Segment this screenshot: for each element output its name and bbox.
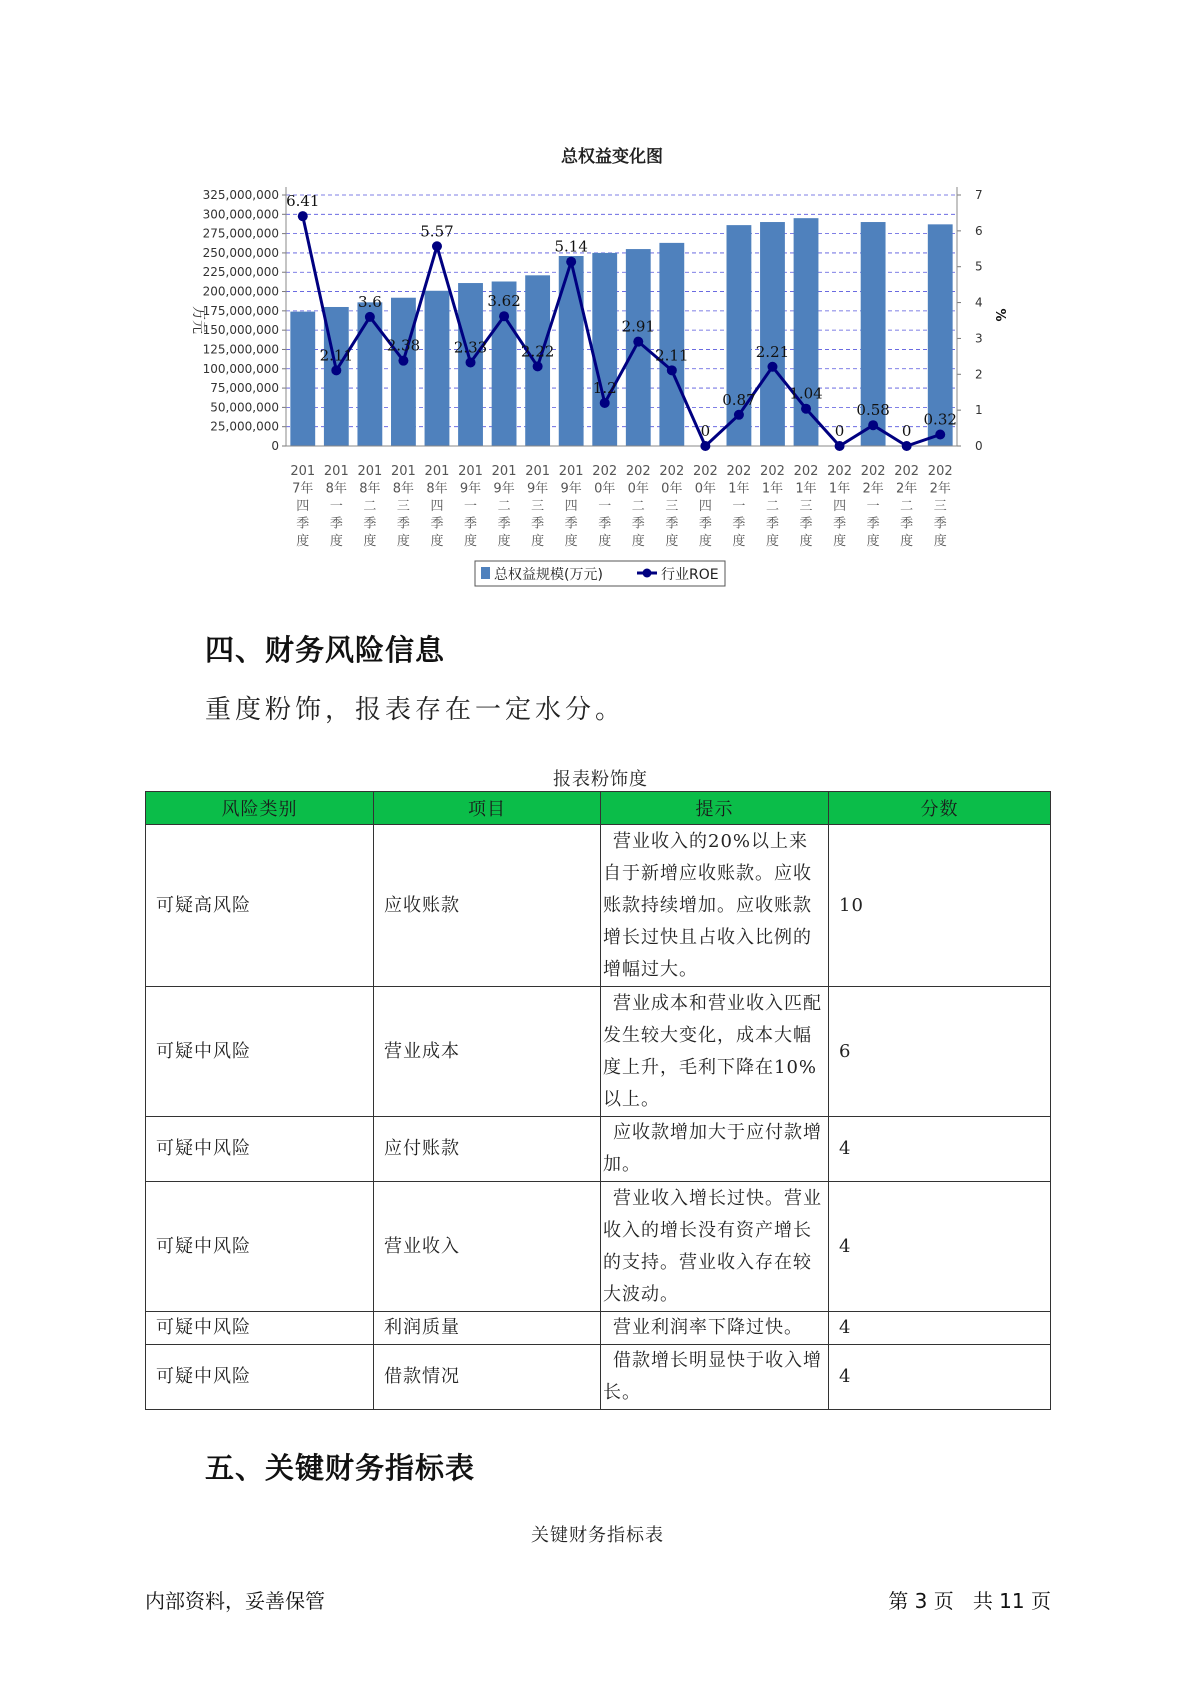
y-left-tick-label: 225,000,000 — [202, 265, 279, 280]
roe-data-label: 2.11 — [655, 346, 689, 365]
risk-item-cell: 应付账款 — [374, 1117, 601, 1182]
roe-point — [466, 357, 476, 367]
y-left-tick-label: 250,000,000 — [202, 245, 279, 260]
roe-data-label: 1.2 — [592, 378, 617, 397]
section4-paragraph: 重度粉饰，报表存在一定水分。 — [205, 695, 626, 725]
risk-score-cell: 4 — [829, 1117, 1051, 1182]
x-category-label: 202 1年四季度 — [827, 464, 852, 549]
roe-data-label: 2.11 — [319, 346, 354, 365]
y-left-tick-label: 50,000,000 — [210, 400, 279, 415]
equity-bar — [659, 243, 684, 446]
roe-data-label: 5.14 — [554, 237, 588, 256]
risk-hint-cell: 营业成本和营业收入匹配发生较大变化，成本大幅度上升，毛利下降在10%以上。 — [601, 987, 829, 1117]
equity-bar — [760, 222, 785, 446]
roe-point — [700, 441, 710, 451]
roe-point — [398, 356, 408, 366]
y-left-tick-label: 0 — [271, 439, 279, 453]
x-category-label: 201 9年四季度 — [558, 464, 584, 549]
roe-point — [801, 404, 811, 414]
roe-point — [633, 337, 643, 347]
legend-line-label: 行业ROE — [661, 567, 719, 583]
risk-category-cell: 可疑中风险 — [146, 987, 374, 1117]
roe-point — [767, 362, 777, 372]
roe-point — [432, 241, 442, 251]
y-left-tick-label: 275,000,000 — [202, 226, 279, 241]
x-category-label: 202 0年二季度 — [625, 464, 651, 549]
risk-hint-cell: 营业收入增长过快。营业收入的增长没有资产增长的支持。营业收入存在较大波动。 — [601, 1182, 829, 1312]
roe-point — [566, 257, 576, 267]
risk-table-caption: 报表粉饰度 — [553, 769, 648, 790]
y-left-tick-label: 125,000,000 — [202, 342, 279, 357]
legend-line-marker — [643, 569, 652, 578]
roe-data-label: 3.62 — [487, 292, 521, 311]
y-left-tick-label: 300,000,000 — [202, 207, 279, 222]
risk-table-header — [146, 792, 1051, 825]
x-category-label: 201 8年四季度 — [424, 464, 450, 549]
equity-bar — [425, 291, 450, 446]
risk-score-cell: 10 — [829, 825, 1051, 987]
roe-point — [331, 365, 341, 375]
y-right-tick-label: 6 — [975, 223, 983, 238]
chart-legend — [475, 561, 725, 586]
legend-bar-label: 总权益规模(万元) — [494, 567, 603, 583]
chart-title: 总权益变化图 — [561, 147, 663, 167]
y-right-axis-label: % — [992, 308, 1007, 322]
risk-score-cell: 4 — [829, 1182, 1051, 1312]
roe-point — [868, 420, 878, 430]
x-category-label: 202 0年四季度 — [692, 464, 718, 549]
x-category-label: 201 8年一季度 — [323, 464, 349, 549]
y-right-tick-label: 4 — [975, 295, 983, 310]
legend-bar-swatch — [481, 567, 490, 579]
x-category-label: 201 9年三季度 — [525, 464, 551, 549]
x-category-label: 201 8年二季度 — [357, 464, 383, 549]
risk-category-cell: 可疑中风险 — [146, 1182, 374, 1312]
table-row — [146, 825, 1051, 987]
y-right-tick-label: 7 — [975, 188, 983, 202]
table-row — [146, 1117, 1051, 1182]
equity-bar — [290, 312, 315, 446]
roe-data-label: 1.04 — [789, 384, 823, 403]
roe-data-label: 3.6 — [357, 292, 382, 311]
y-left-axis-label: 万元 — [190, 306, 206, 334]
roe-data-label: 2.91 — [621, 317, 655, 336]
x-category-label: 201 9年二季度 — [491, 464, 517, 549]
table-row — [146, 1182, 1051, 1312]
risk-category-cell: 可疑中风险 — [146, 1345, 374, 1410]
y-right-tick-label: 3 — [975, 331, 983, 346]
section5-heading: 五、关键财务指标表 — [205, 1451, 476, 1485]
roe-data-label: 6.41 — [286, 192, 320, 211]
roe-data-label: 5.57 — [420, 222, 454, 241]
risk-score-cell: 6 — [829, 987, 1051, 1117]
footer-page-number: 第 3 页 共 11 页 — [888, 1589, 1051, 1613]
y-left-tick-label: 325,000,000 — [202, 188, 279, 202]
roe-point — [835, 441, 845, 451]
x-category-label: 201 7年四季度 — [290, 464, 316, 549]
roe-point — [365, 312, 375, 322]
equity-chart — [0, 0, 1191, 600]
equity-bar — [357, 302, 382, 446]
risk-hint-cell: 营业收入的20%以上来自于新增应收账款。应收账款持续增加。应收账款增长过快且占收入比例的增幅过大。 — [601, 825, 829, 987]
risk-category-cell: 可疑高风险 — [146, 825, 374, 987]
key-metrics-table-caption: 关键财务指标表 — [531, 1525, 664, 1546]
roe-data-label: 0 — [901, 422, 912, 440]
roe-data-label: 0.32 — [923, 410, 957, 429]
roe-data-label: 2.21 — [755, 342, 790, 361]
col-header-category: 风险类别 — [146, 792, 374, 825]
risk-category-cell: 可疑中风险 — [146, 1312, 374, 1345]
roe-point — [499, 311, 509, 321]
footer-confidential-note: 内部资料，妥善保管 — [145, 1589, 325, 1613]
risk-item-cell: 应收账款 — [374, 825, 601, 987]
roe-data-label: 0.87 — [722, 390, 756, 409]
y-left-tick-label: 100,000,000 — [202, 361, 279, 376]
table-row — [146, 1312, 1051, 1345]
risk-hint-cell: 营业利润率下降过快。 — [601, 1312, 829, 1345]
risk-hint-cell: 应收款增加大于应付款增加。 — [601, 1117, 829, 1182]
risk-item-cell: 营业收入 — [374, 1182, 601, 1312]
risk-hint-cell: 借款增长明显快于收入增长。 — [601, 1345, 829, 1410]
risk-item-cell: 营业成本 — [374, 987, 601, 1117]
col-header-item: 项目 — [374, 792, 601, 825]
x-category-label: 202 1年三季度 — [793, 464, 819, 549]
risk-category-cell: 可疑中风险 — [146, 1117, 374, 1182]
x-category-label: 202 0年三季度 — [659, 464, 685, 549]
roe-point — [298, 211, 308, 221]
y-left-tick-label: 75,000,000 — [210, 381, 279, 396]
y-right-tick-label: 2 — [975, 367, 983, 382]
x-category-label: 202 1年二季度 — [760, 464, 785, 549]
y-left-tick-label: 150,000,000 — [202, 323, 279, 338]
roe-data-label: 0 — [700, 422, 711, 440]
equity-bar — [391, 298, 416, 446]
table-row — [146, 987, 1051, 1117]
roe-point — [902, 441, 912, 451]
risk-item-cell: 利润质量 — [374, 1312, 601, 1345]
x-category-label: 202 2年一季度 — [860, 464, 886, 549]
roe-point — [935, 430, 945, 440]
col-header-hint: 提示 — [601, 792, 829, 825]
roe-data-label: 2.22 — [520, 342, 555, 361]
y-left-tick-label: 200,000,000 — [202, 284, 279, 299]
x-category-label: 202 1年一季度 — [726, 464, 752, 549]
y-right-tick-label: 0 — [975, 439, 983, 453]
x-category-label: 202 2年二季度 — [894, 464, 920, 549]
x-category-label: 201 9年一季度 — [458, 464, 483, 549]
roe-point — [533, 361, 543, 371]
equity-bar — [592, 253, 617, 446]
roe-data-label: 2.33 — [453, 338, 488, 357]
x-category-label: 202 2年三季度 — [927, 464, 953, 549]
risk-table — [145, 791, 1051, 1410]
y-left-tick-label: 25,000,000 — [210, 419, 279, 434]
roe-data-label: 0.58 — [856, 401, 890, 420]
roe-data-label: 0 — [834, 422, 845, 440]
roe-data-label: 2.38 — [386, 336, 421, 355]
y-left-tick-label: 175,000,000 — [202, 303, 279, 318]
y-right-tick-label: 1 — [975, 403, 983, 418]
risk-score-cell: 4 — [829, 1345, 1051, 1410]
risk-item-cell: 借款情况 — [374, 1345, 601, 1410]
roe-point — [667, 365, 677, 375]
risk-score-cell: 4 — [829, 1312, 1051, 1345]
table-row — [146, 1345, 1051, 1410]
col-header-score: 分数 — [829, 792, 1051, 825]
equity-bar — [525, 275, 550, 446]
section4-heading: 四、财务风险信息 — [205, 633, 446, 667]
x-category-label: 202 0年一季度 — [592, 464, 618, 549]
y-right-tick-label: 5 — [975, 259, 983, 274]
x-category-label: 201 8年三季度 — [391, 464, 416, 549]
roe-point — [600, 398, 610, 408]
roe-point — [734, 410, 744, 420]
